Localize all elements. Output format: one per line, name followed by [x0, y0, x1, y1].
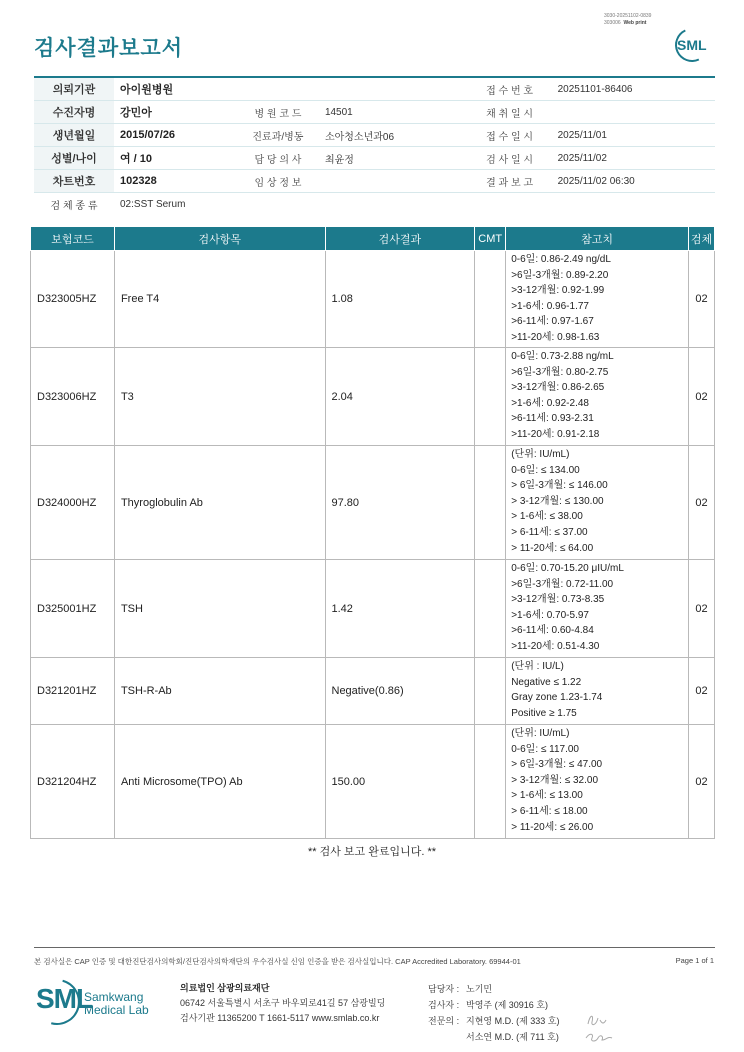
label-collection-time: 채 취 일 시 — [468, 101, 552, 124]
result-row — [31, 446, 715, 560]
logo-text: SML — [677, 37, 707, 53]
footer-logo-text: SML — [36, 983, 93, 1014]
label-chart-no: 차트번호 — [34, 170, 114, 193]
reference-line: (단위: IU/mL) — [511, 728, 570, 739]
reference-line: >11-20세: 0.91-2.18 — [511, 428, 600, 440]
label-requester: 의뢰기관 — [34, 77, 114, 101]
result-value-cell: 97.80 — [325, 446, 475, 560]
insurance-code-cell: D323005HZ — [31, 251, 115, 348]
test-item-cell: Free T4 — [114, 251, 325, 348]
reference-line: Gray zone 1.23-1.74 — [511, 692, 603, 704]
staff-list — [428, 981, 559, 1045]
footer-logo-arc-icon — [26, 971, 89, 1034]
staff-name: 박영주 (제 30916 호) — [466, 1000, 548, 1010]
result-row — [31, 658, 715, 725]
reference-line: > 3-12개월: ≤ 32.00 — [511, 774, 599, 786]
info-row — [34, 124, 715, 147]
insurance-code-cell: D323006HZ — [31, 348, 115, 446]
organization-info — [180, 981, 385, 1026]
print-code-line2: 303006 — [604, 20, 621, 26]
reference-line: >11-20세: 0.51-4.30 — [511, 640, 600, 652]
staff-role: 전문의 : — [428, 1016, 460, 1026]
cmt-cell — [475, 251, 506, 348]
reference-cell — [506, 251, 689, 348]
specimen-cell: 02 — [688, 658, 714, 725]
value-specimen-type: 02:SST Serum — [120, 198, 186, 210]
result-row — [31, 725, 715, 839]
info-row — [34, 193, 715, 216]
results-body — [31, 251, 715, 839]
insurance-code-cell: D321201HZ — [31, 658, 115, 725]
insurance-code-cell: D321204HZ — [31, 725, 115, 839]
staff-role: 검사자 : — [428, 1000, 460, 1010]
cmt-cell — [475, 725, 506, 839]
patient-info-table — [34, 76, 715, 215]
value-birthdate: 2015/07/26 — [114, 124, 237, 147]
org-address: 06742 서울특별시 서초구 바우뫼로41길 57 삼광빌딩 — [180, 998, 386, 1008]
value-report-time: 2025/11/02 06:30 — [552, 170, 715, 193]
page-number: Page 1 of 1 — [675, 956, 714, 965]
test-item-cell: TSH-R-Ab — [114, 658, 325, 725]
value-patient-name: 강민아 — [114, 101, 237, 124]
value-chart-no: 102328 — [114, 170, 237, 193]
cmt-cell — [475, 446, 506, 560]
value-requester: 아이원병원 — [114, 77, 468, 101]
label-department: 진료과/병동 — [237, 124, 319, 147]
label-patient-name: 수진자명 — [34, 101, 114, 124]
results-table — [30, 226, 715, 839]
reference-line: > 3-12개월: ≤ 130.00 — [511, 495, 604, 507]
col-specimen: 검체 — [688, 227, 714, 251]
reference-line: >6일-3개월: 0.72-11.00 — [511, 578, 614, 590]
reference-cell — [506, 560, 689, 658]
result-row — [31, 348, 715, 446]
label-sex-age: 성별/나이 — [34, 147, 114, 170]
reference-line: 0-6일: ≤ 134.00 — [511, 464, 580, 476]
value-sex-age: 여 / 10 — [114, 147, 237, 170]
label-receipt-time: 접 수 일 시 — [468, 124, 552, 147]
reference-line: >1-6세: 0.70-5.97 — [511, 609, 589, 621]
reference-line: >6일-3개월: 0.89-2.20 — [511, 269, 609, 281]
reference-line: (단위: IU/mL) — [511, 449, 570, 460]
result-value-cell: 2.04 — [325, 348, 475, 446]
brand-name — [84, 991, 149, 1017]
reference-line: >6-11세: 0.60-4.84 — [511, 625, 594, 637]
cmt-cell — [475, 348, 506, 446]
result-value-cell: 150.00 — [325, 725, 475, 839]
result-value-cell: Negative(0.86) — [325, 658, 475, 725]
insurance-code-cell: D325001HZ — [31, 560, 115, 658]
value-receipt-no: 20251101-86406 — [552, 77, 715, 101]
cmt-cell — [475, 560, 506, 658]
reference-line: >3-12개월: 0.86-2.65 — [511, 382, 605, 394]
label-receipt-no: 접 수 번 호 — [468, 77, 552, 101]
col-cmt: CMT — [475, 227, 506, 251]
col-insurance-code: 보험코드 — [31, 227, 115, 251]
accreditation-note: 본 검사실은 CAP 인증 및 대한진단검사의학회/진단검사의학재단의 우수검사실 신임 인증을 받은 검사실입니다. CAP Accredited Laboratory. 69944-01 — [34, 957, 521, 966]
reference-line: > 1-6세: ≤ 13.00 — [511, 790, 583, 802]
reference-line: >6일-3개월: 0.80-2.75 — [511, 366, 609, 378]
value-hospital-code: 14501 — [319, 101, 468, 124]
label-clinical-info: 임 상 정 보 — [237, 170, 319, 193]
reference-line: >11-20세: 0.98-1.63 — [511, 331, 600, 343]
specimen-cell: 02 — [688, 251, 714, 348]
reference-line: 0-6일: 0.73-2.88 ng/mL — [511, 351, 614, 362]
info-row — [34, 147, 715, 170]
brand-line2: Medical Lab — [84, 1003, 149, 1017]
result-value-cell: 1.08 — [325, 251, 475, 348]
signature-image — [584, 1010, 614, 1048]
reference-cell — [506, 658, 689, 725]
reference-line: 0-6일: 0.86-2.49 ng/dL — [511, 254, 611, 265]
completion-message: ** 검사 보고 완료입니다. ** — [307, 846, 437, 858]
reference-line: > 11-20세: ≤ 26.00 — [511, 821, 594, 833]
print-code — [604, 13, 651, 27]
info-row — [34, 101, 715, 124]
reference-line: > 6-11세: ≤ 37.00 — [511, 526, 588, 538]
test-item-cell: Thyroglobulin Ab — [114, 446, 325, 560]
info-row — [34, 77, 715, 101]
reference-line: 0-6일: ≤ 117.00 — [511, 743, 579, 755]
col-test-item: 검사항목 — [114, 227, 325, 251]
test-item-cell: Anti Microsome(TPO) Ab — [114, 725, 325, 839]
reference-line: 0-6일: 0.70-15.20 μIU/mL — [511, 563, 624, 574]
report-title: 검사결과보고서 — [34, 37, 184, 60]
reference-line: >6-11세: 0.97-1.67 — [511, 316, 594, 328]
brand-line1: Samkwang — [84, 990, 144, 1004]
org-contact: 검사기관 11365200 T 1661-5117 www.smlab.co.kr — [180, 1013, 380, 1023]
reference-line: Negative ≤ 1.22 — [511, 676, 582, 688]
reference-line: > 11-20세: ≤ 64.00 — [511, 542, 594, 554]
reference-line: > 6-11세: ≤ 18.00 — [511, 805, 588, 817]
insurance-code-cell: D324000HZ — [31, 446, 115, 560]
staff-name: 노기민 — [466, 984, 493, 994]
reference-line: >1-6세: 0.92-2.48 — [511, 397, 589, 409]
specimen-cell: 02 — [688, 348, 714, 446]
specimen-cell: 02 — [688, 725, 714, 839]
specimen-cell: 02 — [688, 560, 714, 658]
value-collection-time — [552, 101, 715, 124]
footer-divider — [34, 947, 715, 948]
test-item-cell: T3 — [114, 348, 325, 446]
specimen-cell: 02 — [688, 446, 714, 560]
value-test-date: 2025/11/02 — [552, 147, 715, 170]
label-report-time: 결 과 보 고 — [468, 170, 552, 193]
label-test-date: 검 사 일 시 — [468, 147, 552, 170]
print-code-line1: 3030-20251102-0839 — [604, 13, 652, 19]
reference-line: Positive ≥ 1.75 — [511, 707, 577, 719]
label-hospital-code: 병 원 코 드 — [237, 101, 319, 124]
reference-cell — [506, 725, 689, 839]
reference-cell — [506, 348, 689, 446]
value-clinical-info — [319, 170, 468, 193]
reference-line: > 6일-3개월: ≤ 146.00 — [511, 480, 608, 492]
staff-name: 서소연 M.D. (제 711 호) — [466, 1032, 559, 1042]
staff-role: 담당자 : — [428, 984, 460, 994]
results-header-row — [31, 227, 715, 251]
reference-line: >6-11세: 0.93-2.31 — [511, 413, 594, 425]
label-birthdate: 생년월일 — [34, 124, 114, 147]
reference-line: > 1-6세: ≤ 38.00 — [511, 511, 583, 523]
result-value-cell: 1.42 — [325, 560, 475, 658]
col-reference: 참고치 — [506, 227, 689, 251]
label-specimen-type: 검 체 종 류 — [34, 193, 114, 216]
test-item-cell: TSH — [114, 560, 325, 658]
org-name: 의료법인 삼광의료재단 — [180, 983, 270, 993]
result-row — [31, 560, 715, 658]
reference-line: >3-12개월: 0.92-1.99 — [511, 285, 605, 297]
reference-line: >1-6세: 0.96-1.77 — [511, 300, 589, 312]
value-doctor: 최윤정 — [319, 147, 468, 170]
info-row — [34, 170, 715, 193]
value-receipt-time: 2025/11/01 — [552, 124, 715, 147]
reference-line: >3-12개월: 0.73-8.35 — [511, 594, 605, 606]
staff-name: 지현영 M.D. (제 333 호) — [466, 1016, 560, 1026]
cmt-cell — [475, 658, 506, 725]
label-doctor: 담 당 의 사 — [237, 147, 319, 170]
value-department: 소아청소년과06 — [319, 124, 468, 147]
reference-line: (단위 : IU/L) — [511, 661, 564, 672]
signature-icon — [584, 1010, 614, 1044]
web-print-tag: Web print — [623, 20, 647, 26]
col-result: 검사결과 — [325, 227, 475, 251]
reference-cell — [506, 446, 689, 560]
result-row — [31, 251, 715, 348]
reference-line: > 6일-3개월: ≤ 47.00 — [511, 759, 603, 771]
